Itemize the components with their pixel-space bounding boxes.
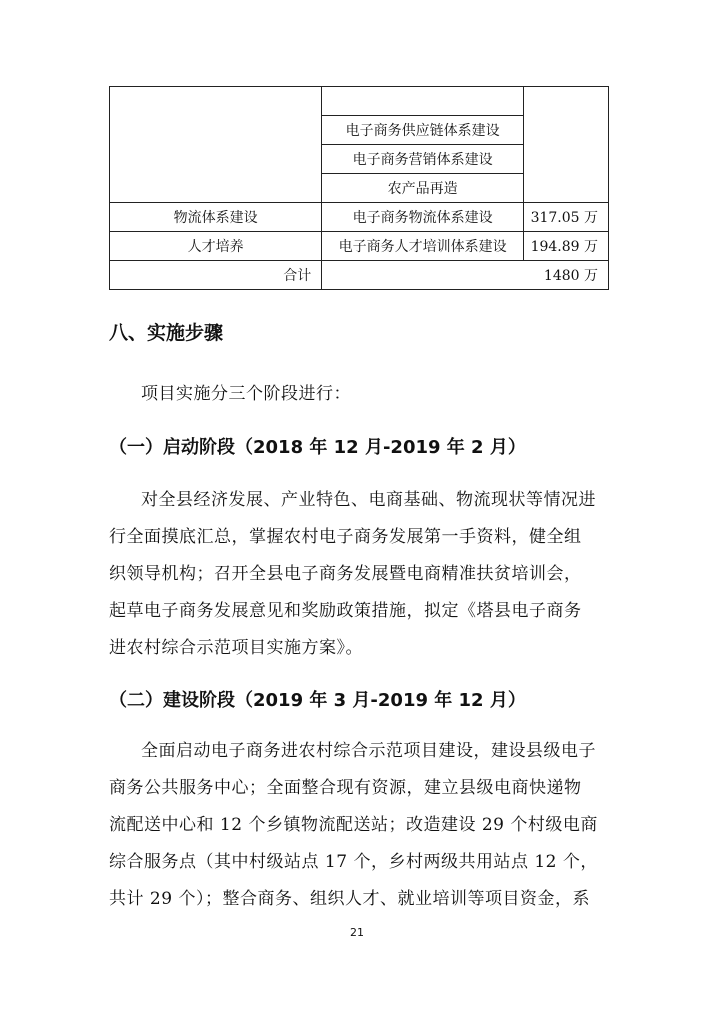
paragraph-line: 全面启动电子商务进农村综合示范项目建设，建设县级电子 (141, 741, 596, 761)
table-cell-category: 物流体系建设 (110, 203, 322, 232)
paragraph-line: 织领导机构；召开全县电子商务发展暨电商精准扶贫培训会， (109, 564, 582, 584)
table-row-total (110, 261, 609, 290)
stage-heading: （二）建设阶段（2019 年 3 月-2019 年 12 月） (109, 690, 526, 711)
table-cell-amount (524, 87, 609, 203)
table-cell-item: 电子商务营销体系建设 (322, 145, 524, 174)
table-total-label: 合计 (110, 261, 322, 290)
paragraph-line: 商务公共服务中心；全面整合现有资源，建立县级电商快递物 (109, 778, 582, 798)
table-cell-category: 人才培养 (110, 232, 322, 261)
table-cell-item (322, 87, 524, 116)
table-row (110, 203, 609, 232)
table-cell-item: 电子商务物流体系建设 (322, 203, 524, 232)
stage-paragraph (109, 733, 609, 918)
paragraph-line: 对全县经济发展、产业特色、电商基础、物流现状等情况进 (141, 490, 596, 510)
table-cell-item: 电子商务供应链体系建设 (322, 116, 524, 145)
paragraph-line: 行全面摸底汇总，掌握农村电子商务发展第一手资料，健全组 (109, 527, 582, 547)
table-total-amount: 1480 万 (322, 261, 609, 290)
intro-paragraph: 项目实施分三个阶段进行： (141, 384, 351, 404)
paragraph-line: 综合服务点（其中村级站点 17 个，乡村两级共用站点 12 个， (109, 852, 598, 872)
stage-paragraph (109, 482, 609, 667)
table-cell-amount: 194.89 万 (524, 232, 609, 261)
paragraph-line: 起草电子商务发展意见和奖励政策措施，拟定《塔县电子商务 (109, 601, 582, 621)
paragraph-line: 流配送中心和 12 个乡镇物流配送站；改造建设 29 个村级电商 (109, 815, 598, 835)
table-cell-item: 电子商务人才培训体系建设 (322, 232, 524, 261)
table-cell-amount: 317.05 万 (524, 203, 609, 232)
paragraph-line: 共计 29 个）；整合商务、组织人才、就业培训等项目资金，系 (109, 889, 590, 909)
stage-heading: （一）启动阶段（2018 年 12 月-2019 年 2 月） (109, 437, 526, 458)
paragraph-line: 进农村综合示范项目实施方案》。 (109, 638, 363, 658)
table-row (110, 232, 609, 261)
table-cell-item: 农产品再造 (322, 174, 524, 203)
section-title: 八、实施步骤 (109, 322, 224, 344)
page-number: 21 (350, 926, 364, 939)
budget-table (109, 86, 609, 290)
table-row (110, 87, 609, 116)
table-cell-category (110, 87, 322, 203)
